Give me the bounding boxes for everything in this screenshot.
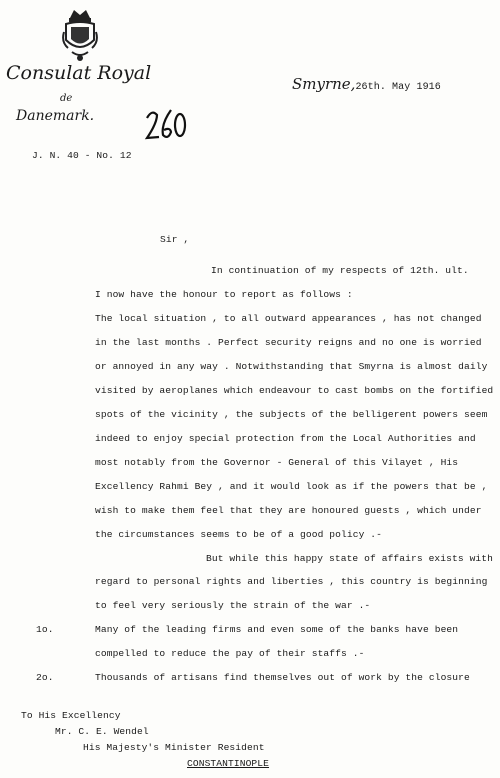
list-item-line: Thousands of artisans find themselves out of work by the closure <box>95 672 470 683</box>
body-line: visited by aeroplanes which endeavour to cast bombs on the fortified <box>95 385 494 396</box>
address-line: To His Excellency <box>21 710 121 721</box>
intro-line: I now have the honour to report as follows : <box>95 289 353 300</box>
consulate-country: Danemark. <box>16 108 95 124</box>
list-number: 2o. <box>36 672 54 683</box>
royal-crest-icon <box>60 8 100 64</box>
body-line: spots of the vicinity , the subjects of the belligerent powers seem <box>95 409 488 420</box>
consulate-title: Consulat Royal <box>6 62 152 84</box>
handwritten-annotation <box>144 104 188 144</box>
body-line: in the last months . Perfect security reigns and no one is worried <box>95 337 482 348</box>
body-line: Excellency Rahmi Bey , and it would look as if the powers that be , <box>95 481 488 492</box>
body-line: But while this happy state of affairs exists with <box>206 553 494 564</box>
body-line: indeed to enjoy special protection from the Local Authorities and <box>95 433 476 444</box>
body-line: most notably from the Governor - General of this Vilayet , His <box>95 457 459 468</box>
consulate-de: de <box>60 93 73 104</box>
address-line: Mr. C. E. Wendel <box>55 726 149 737</box>
list-item-line: Many of the leading firms and even some of the banks have been <box>95 624 459 635</box>
list-item-line: compelled to reduce the pay of their staffs .- <box>95 648 365 659</box>
body-line: the circumstances seems to be of a good policy .- <box>95 529 383 540</box>
letter-date: 26th. May 1916 <box>355 82 441 93</box>
salutation: Sir , <box>160 234 190 245</box>
body-line: to feel very seriously the strain of the war .- <box>95 600 371 611</box>
body-line: regard to personal rights and liberties , this country is beginning <box>95 576 488 587</box>
reference-number: J. N. 40 - No. 12 <box>32 150 132 161</box>
body-line: or annoyed in any way . Notwithstanding that Smyrna is almost daily <box>95 361 488 372</box>
opening-line: In continuation of my respects of 12th. ult. <box>211 265 469 276</box>
address-city: CONSTANTINOPLE <box>187 758 270 769</box>
body-line: The local situation , to all outward appearances , has not changed <box>95 313 482 324</box>
address-line: His Majesty's Minister Resident <box>83 742 265 753</box>
place-name: Smyrne, <box>292 75 356 93</box>
body-line: wish to make them feel that they are honoured guests , which under <box>95 505 482 516</box>
dateline <box>292 74 441 93</box>
list-number: 1o. <box>36 624 54 635</box>
